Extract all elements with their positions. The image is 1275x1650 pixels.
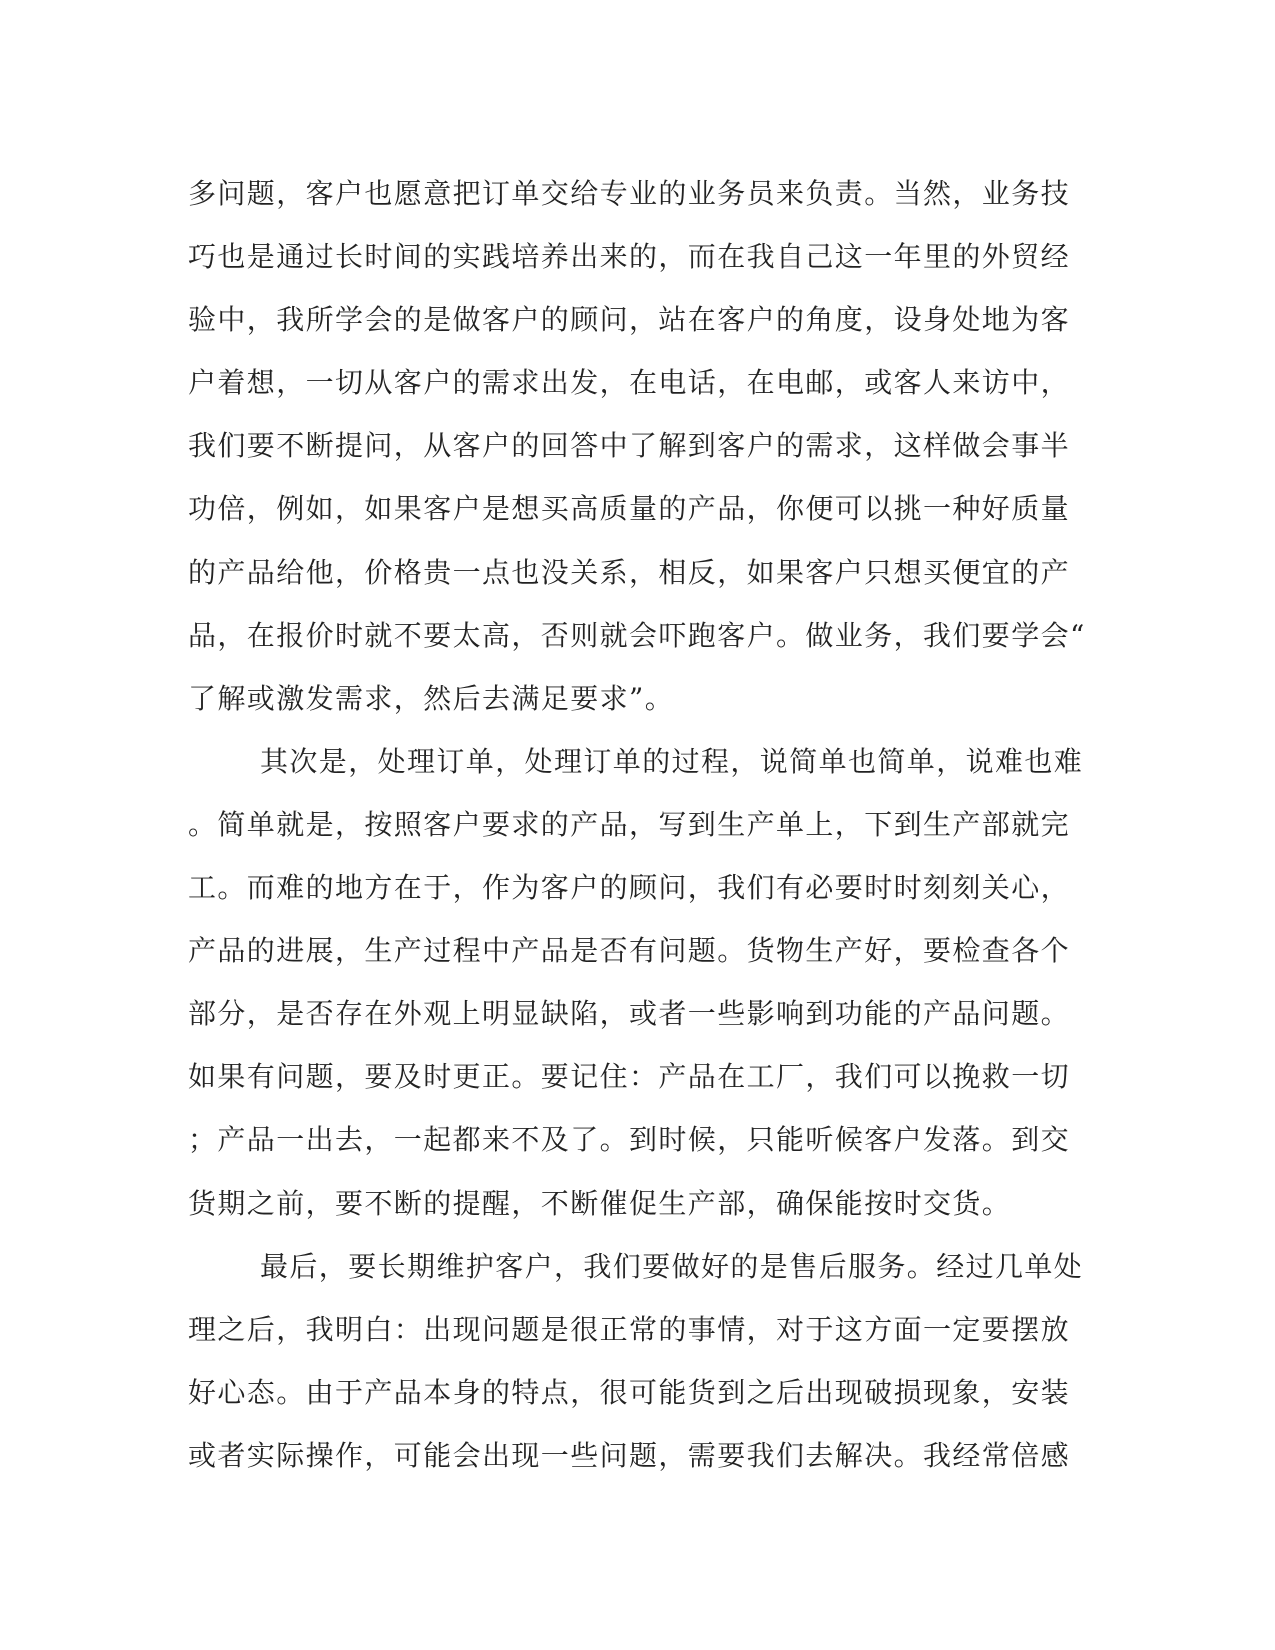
text-line: 验中，我所学会的是做客户的顾问，站在客户的角度，设身处地为客 (188, 303, 1071, 337)
text-line: 了解或激发需求，然后去满足要求”。 (188, 681, 675, 715)
text-line: 的产品给他，价格贵一点也没关系，相反，如果客户只想买便宜的产 (188, 555, 1071, 589)
text-line: 产品的进展，生产过程中产品是否有问题。货物生产好，要检查各个 (188, 934, 1071, 968)
text-line: 。简单就是，按照客户要求的产品，写到生产单上，下到生产部就完 (188, 807, 1071, 841)
text-line: 或者实际操作，可能会出现一些问题，需要我们去解决。我经常倍感 (188, 1438, 1071, 1472)
text-line: ；产品一出去，一起都来不及了。到时候，只能听候客户发落。到交 (188, 1123, 1071, 1157)
paragraph-start-line: 其次是，处理订单，处理订单的过程，说简单也简单，说难也难 (260, 744, 1084, 778)
text-line: 理之后，我明白：出现问题是很正常的事情，对于这方面一定要摆放 (188, 1312, 1071, 1346)
text-line: 多问题，客户也愿意把订单交给专业的业务员来负责。当然，业务技 (188, 177, 1071, 210)
text-line: 功倍，例如，如果客户是想买高质量的产品，你便可以挑一种好质量 (188, 492, 1071, 526)
text-line: 货期之前，要不断的提醒，不断催促生产部，确保能按时交货。 (188, 1186, 1012, 1220)
text-line: 如果有问题，要及时更正。要记住：产品在工厂，我们可以挽救一切 (188, 1060, 1071, 1094)
text-line: 工。而难的地方在于，作为客户的顾问，我们有必要时时刻刻关心， (188, 871, 1071, 905)
text-line: 品，在报价时就不要太高，否则就会吓跑客户。做业务，我们要学会“ (188, 618, 1086, 652)
paragraph-start-line: 最后，要长期维护客户，我们要做好的是售后服务。经过几单处 (260, 1249, 1084, 1283)
text-line: 巧也是通过长时间的实践培养出来的，而在我自己这一年里的外贸经 (188, 240, 1071, 274)
text-line: 户着想，一切从客户的需求出发，在电话，在电邮，或客人来访中， (188, 366, 1071, 400)
body-text (188, 162, 1086, 1487)
text-line: 部分，是否存在外观上明显缺陷，或者一些影响到功能的产品问题。 (188, 997, 1071, 1031)
text-line: 好心态。由于产品本身的特点，很可能货到之后出现破损现象，安装 (188, 1375, 1071, 1409)
text-line: 我们要不断提问，从客户的回答中了解到客户的需求，这样做会事半 (188, 429, 1071, 463)
